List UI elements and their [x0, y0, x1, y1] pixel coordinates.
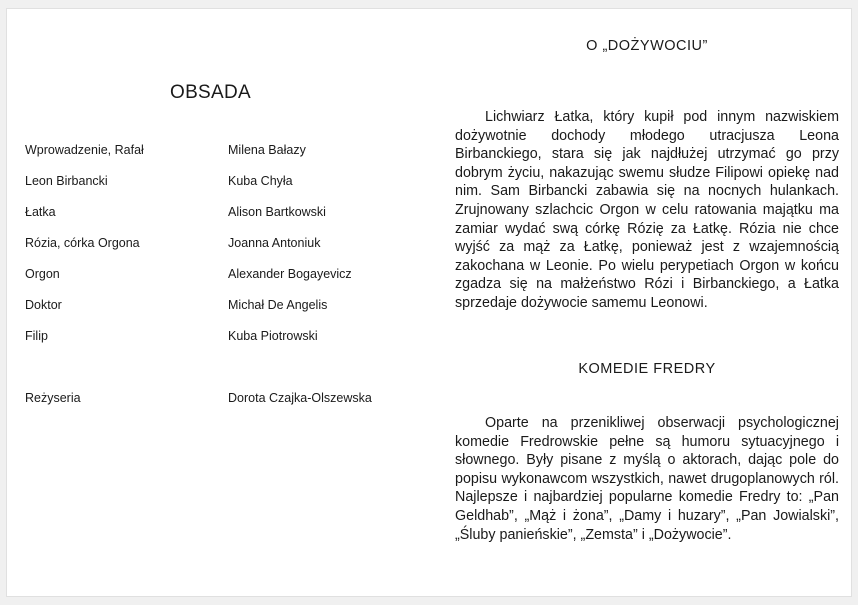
role-name: Doktor: [25, 298, 62, 312]
role-name: Wprowadzenie, Rafał: [25, 143, 144, 157]
program-page: [6, 8, 852, 597]
actor-name: Alexander Bogayevicz: [228, 267, 352, 281]
director-label: Reżyseria: [25, 391, 81, 405]
role-name: Orgon: [25, 267, 60, 281]
about-paragraph: Lichwiarz Łatka, który kupił pod innym nazwiskiem dożywotnie dochody młodego utracjusza Leona Birbanckiego, stara się jak najdłużej utrzymać go przy dobrym życiu, nakazując swemu słudze Filipowi opiekę nad nim. Sam Birbancki zabawia się na nocnych hulankach. Zrujnowany szlachcic Orgon w celu ratowania majątku ma zamiar wydać swą córkę Rózię za Łatkę. Rózia nie chce wyjść za mąż za Łatkę, ponieważ jest z wzajemnością zakochana w Leonie. Po wielu perypetiach Orgon w końcu zgadza się na małżeństwo Rózi i Birbanckiego, a Łatka sprzedaje dożywocie samemu Leonowi.: [455, 109, 839, 311]
role-name: Łatka: [25, 205, 56, 219]
actor-name: Kuba Piotrowski: [228, 329, 318, 343]
about-heading: O „DOŻYWOCIU”: [586, 38, 708, 54]
actor-name: Alison Bartkowski: [228, 205, 326, 219]
director-name: Dorota Czajka-Olszewska: [228, 391, 372, 405]
comedies-heading: KOMEDIE FREDRY: [578, 361, 716, 377]
cast-title: OBSADA: [170, 82, 251, 103]
role-name: Rózia, córka Orgona: [25, 236, 140, 250]
actor-name: Milena Bałazy: [228, 143, 306, 157]
role-name: Filip: [25, 329, 48, 343]
actor-name: Kuba Chyła: [228, 174, 293, 188]
role-name: Leon Birbancki: [25, 174, 108, 188]
actor-name: Joanna Antoniuk: [228, 236, 321, 250]
actor-name: Michał De Angelis: [228, 298, 328, 312]
comedies-paragraph: Oparte na przenikliwej obserwacji psychologicznej komedie Fredrowskie pełne są humoru sytuacyjnego i słownego. Były pisane z myślą o aktorach, dając pole do popisu wykonawcom wszystkich, nawet drugoplanowych ról. Najlepsze i najbardziej popularne komedie Fredry to: „Pan Geldhab”, „Mąż i żona”, „Damy i huzary”, „Pan Jowialski”, „Śluby panieńskie”, „Zemsta” i „Dożywocie”.: [455, 415, 839, 543]
